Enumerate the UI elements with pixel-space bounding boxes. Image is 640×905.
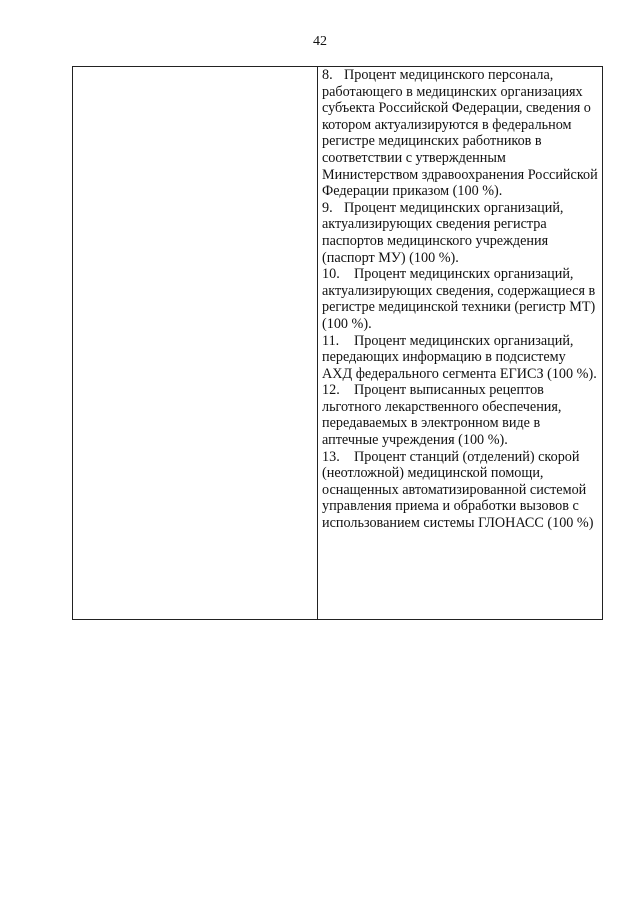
- item-text: Процент медицинских организаций, актуализирующих сведения, содержащиеся в регистре медицинской техники (регистр МТ) (100 %).: [322, 266, 596, 332]
- item-number: 12.: [322, 382, 340, 399]
- page-number: 42: [313, 34, 327, 49]
- item-number: 9.: [322, 199, 333, 216]
- list-item: [322, 382, 598, 448]
- item-number: 8.: [322, 67, 333, 83]
- item-text: Процент станций (отделений) скорой (неотложной) медицинской помощи, оснащенных автоматизированной системой управления приема и обработки вызовов с использованием системы ГЛОНАСС (100 %): [322, 448, 594, 532]
- item-text: Процент медицинских организаций, актуализирующих сведения регистра паспортов медицинского учреждения (паспорт МУ) (100 %).: [322, 199, 564, 266]
- list-item: [322, 266, 598, 332]
- list-item: [322, 333, 598, 383]
- document-table: [72, 66, 603, 620]
- table-cell-right: [318, 67, 603, 620]
- item-number: 11.: [322, 332, 340, 349]
- indicator-list: [318, 67, 602, 532]
- list-item: [322, 449, 598, 532]
- item-text: Процент медицинских организаций, передающих информацию в подсистему АХД федерального сегмента ЕГИСЗ (100 %).: [322, 332, 597, 382]
- table-row: [73, 67, 603, 620]
- item-text: Процент выписанных рецептов льготного лекарственного обеспечения, передаваемых в электронном виде в аптечные учреждения (100 %).: [322, 382, 562, 449]
- item-number: 10.: [322, 266, 340, 283]
- list-item: [322, 200, 598, 266]
- item-text: Процент медицинского персонала, работающего в медицинских организациях субъекта Российской Федерации, сведения о котором актуализируются в федеральном регистре медицинских работников в соответствии с утвержденным Министерством здравоохранения Российской Федерации приказом (100 %).: [322, 67, 598, 200]
- table-cell-left: [73, 67, 318, 620]
- item-number: 13.: [322, 448, 340, 465]
- list-item: [322, 67, 598, 200]
